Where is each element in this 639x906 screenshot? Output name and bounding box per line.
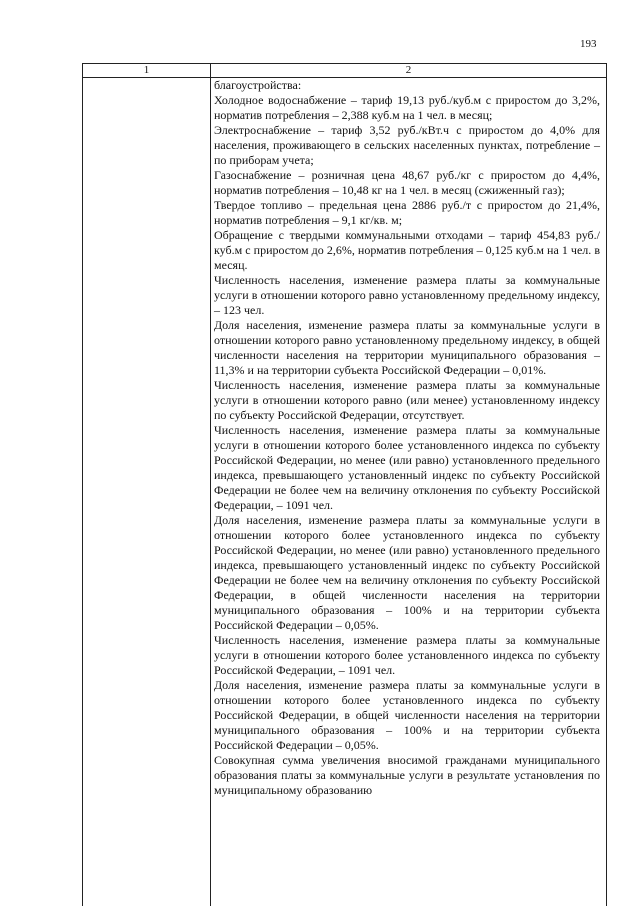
paragraph-population-within-deviation: Численность населения, изменение размера платы за коммунальные услуги в отношении которого более установленного индекса по субъекту Российской Федерации, но менее (или равно) установленного предельного индекса, превышающего установленный индекс по субъекту Российской Федерации не более чем на величину отклонения по субъекту Российской Федерации, – 1091 чел. [214, 423, 600, 512]
page-number: 193 [580, 38, 597, 50]
header-cell-column-2: 2 [405, 64, 412, 76]
paragraph-improvement-heading: благоустройства: [214, 78, 302, 92]
paragraph-solid-fuel: Твердое топливо – предельная цена 2886 руб./т с приростом до 21,4%, норматив потребления – 9,1 кг/кв. м; [214, 198, 600, 227]
paragraph-share-equal-limit: Доля населения, изменение размера платы за коммунальные услуги в отношении которого равно установленному предельному индексу, в общей численности населения на территории муниципального образования – 11,3% и на территории субъекта Российской Федерации – 0,01%. [214, 318, 600, 377]
paragraph-population-equal-limit: Численность населения, изменение размера платы за коммунальные услуги в отношении которого равно установленному предельному индексу, – 123 чел. [214, 273, 600, 317]
paragraph-total-increase: Совокупная сумма увеличения вносимой гражданами муниципального образования платы за коммунальные услуги в результате установления по муниципальному образованию [214, 753, 600, 797]
paragraph-cold-water: Холодное водоснабжение – тариф 19,13 руб./куб.м с приростом до 3,2%, норматив потребления – 2,388 куб.м на 1 чел. в месяц; [214, 93, 600, 122]
body-cell-column-2 [214, 78, 600, 906]
paragraph-share-above-index: Доля населения, изменение размера платы за коммунальные услуги в отношении которого более установленного индекса по субъекту Российской Федерации, в общей численности населения на территории муниципального образования – 100% и на территории субъекта Российской Федерации – 0,05%. [214, 678, 600, 752]
paragraph-electricity: Электроснабжение – тариф 3,52 руб./кВт.ч с приростом до 4,0% для населения, проживающего в сельских населенных пунктах, потребление – по приборам учета; [214, 123, 600, 167]
column-divider [210, 64, 211, 906]
header-cell-column-1: 1 [143, 64, 150, 76]
table-header-row [83, 64, 606, 78]
document-table [82, 63, 607, 906]
paragraph-solid-waste: Обращение с твердыми коммунальными отходами – тариф 454,83 руб./куб.м с приростом до 2,6%, норматив потребления – 0,125 куб.м на 1 чел. в месяц. [214, 228, 600, 272]
paragraph-share-within-deviation: Доля населения, изменение размера платы за коммунальные услуги в отношении которого более установленного индекса по субъекту Российской Федерации, но менее (или равно) установленного предельного индекса, превышающего установленный индекс по субъекту Российской Федерации не более чем на величину отклонения по субъекту Российской Федерации, в общей численности населения на территории муниципального образования – 100% и на территории субъекта Российской Федерации – 0,05%. [214, 513, 600, 632]
paragraph-population-above-index: Численность населения, изменение размера платы за коммунальные услуги в отношении которого более установленного индекса по субъекту Российской Федерации, – 1091 чел. [214, 633, 600, 677]
paragraph-population-below-index: Численность населения, изменение размера платы за коммунальные услуги в отношении которого равно (или менее) установленному индексу по субъекту Российской Федерации, отсутствует. [214, 378, 600, 422]
body-cell-column-1 [83, 78, 210, 906]
paragraph-gas: Газоснабжение – розничная цена 48,67 руб./кг с приростом до 4,4%, норматив потребления – 10,48 кг на 1 чел. в месяц (сжиженный газ); [214, 168, 600, 197]
